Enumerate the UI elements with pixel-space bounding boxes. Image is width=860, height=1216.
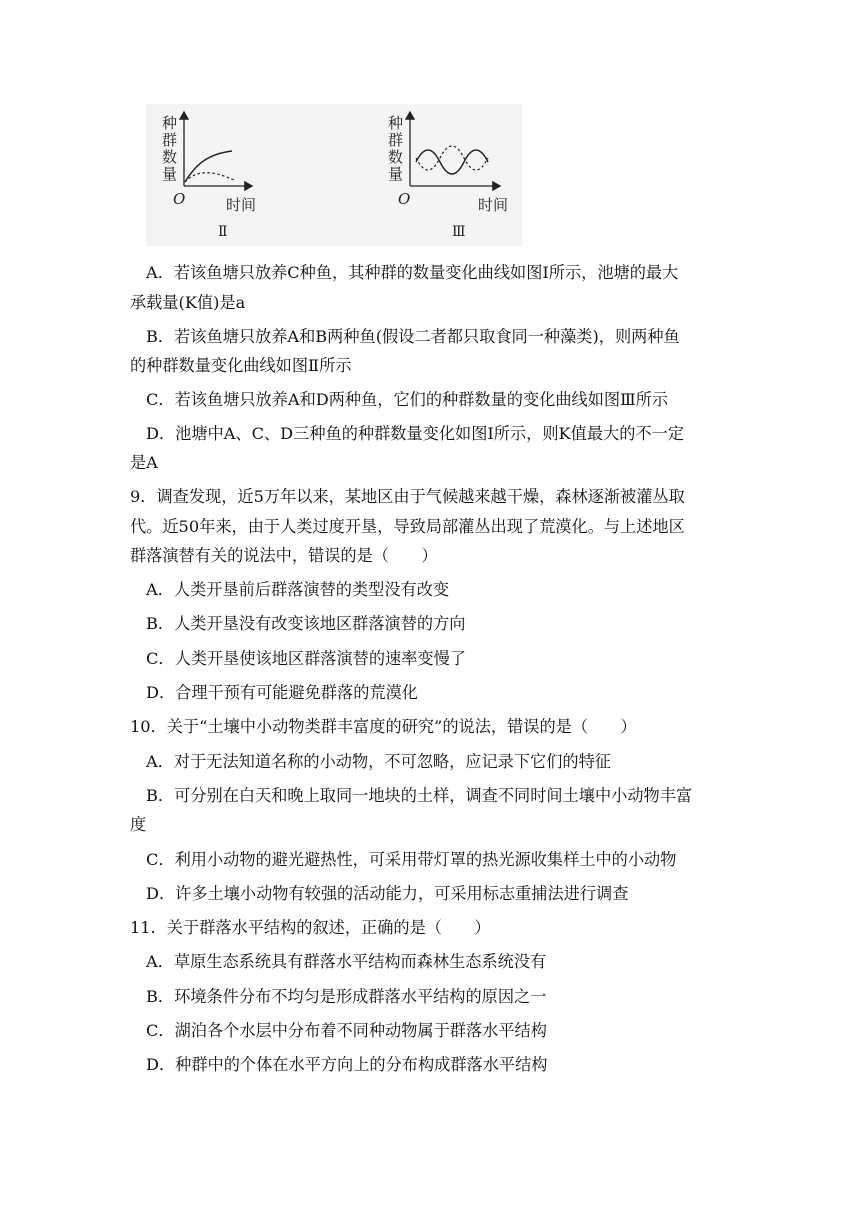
graph3-ylabel-3: 数: [388, 148, 404, 166]
q10-option-d: D．许多土壤小动物有较强的活动能力，可采用标志重捕法进行调查: [146, 884, 629, 903]
q10-option-a: A．对于无法知道名称的小动物，不可忽略，应记录下它们的特征: [146, 752, 611, 771]
graph-3: [372, 104, 522, 246]
q11-option-b: B．环境条件分布不均匀是形成群落水平结构的原因之一: [146, 987, 547, 1006]
q10-option-b-line1: B．可分别在白天和晚上取同一地块的土样，调查不同时间土壤中小动物丰富: [146, 786, 693, 805]
q9-option-c: C．人类开垦使该地区群落演替的速率变慢了: [146, 649, 466, 668]
graph2-solid-curve: [185, 151, 232, 182]
q10-stem: 10．关于“土壤中小动物类群丰富度的研究”的说法，错误的是（ ）: [130, 717, 637, 736]
graph3-ylabel-4: 量: [388, 165, 404, 183]
q11-option-a: A．草原生态系统具有群落水平结构而森林生态系统没有: [146, 952, 547, 971]
q8-option-a-line1: A．若该鱼塘只放养C种鱼，其种群的数量变化曲线如图Ⅰ所示，池塘的最大: [146, 263, 679, 282]
q11-option-c: C．湖泊各个水层中分布着不同种动物属于群落水平结构: [146, 1021, 547, 1040]
graph3-xlabel: 时间: [478, 196, 509, 214]
q8-option-b-line1: B．若该鱼塘只放养A和B两种鱼(假设二者都只取食同一种藻类)，则两种鱼: [146, 327, 680, 346]
graph3-caption: Ⅲ: [452, 224, 466, 240]
q9-stem-line1: 9．调查发现，近5万年以来，某地区由于气候越来越干燥，森林逐渐被灌丛取: [130, 487, 685, 506]
q9-option-d: D．合理干预有可能避免群落的荒漠化: [146, 683, 418, 702]
q9-option-a: A．人类开垦前后群落演替的类型没有改变: [146, 580, 450, 599]
graph-2: [146, 104, 296, 246]
q11-stem: 11．关于群落水平结构的叙述，正确的是（ ）: [130, 918, 491, 937]
q9-stem-line2: 代。近50年来，由于人类过度开垦，导致局部灌丛出现了荒漠化。与上述地区: [130, 517, 685, 536]
graph2-xlabel: 时间: [226, 196, 257, 214]
q8-option-b-line2: 的种群数量变化曲线如图Ⅱ所示: [130, 356, 352, 375]
q9-option-b: B．人类开垦没有改变该地区群落演替的方向: [146, 614, 466, 633]
graph3-origin: O: [398, 190, 411, 208]
graph3-ylabel-2: 群: [388, 131, 404, 149]
graph3-ylabel-1: 种: [388, 114, 404, 132]
q10-option-c: C．利用小动物的避光避热性，可采用带灯罩的热光源收集样土中的小动物: [146, 850, 677, 869]
graph2-ylabel-1: 种: [162, 114, 178, 132]
q9-stem-line3: 群落演替有关的说法中，错误的是（ ）: [130, 546, 438, 565]
q8-option-a-line2: 承载量(K值)是a: [130, 293, 246, 312]
graph2-ylabel-2: 群: [162, 131, 178, 149]
graph2-caption: Ⅱ: [218, 224, 228, 240]
graph2-dashed-curve: [185, 173, 234, 182]
q11-option-d: D．种群中的个体在水平方向上的分布构成群落水平结构: [146, 1055, 548, 1074]
q8-option-c: C．若该鱼塘只放养A和D两种鱼，它们的种群数量的变化曲线如图Ⅲ所示: [146, 390, 669, 409]
graph2-origin: O: [173, 190, 186, 208]
graph2-ylabel-4: 量: [162, 165, 178, 183]
graph2-ylabel-3: 数: [162, 148, 178, 166]
figure-strip: [146, 104, 522, 246]
q8-option-d-line2: 是A: [130, 453, 158, 472]
q10-option-b-line2: 度: [130, 815, 147, 834]
q8-option-d-line1: D．池塘中A、C、D三种鱼的种群数量变化如图Ⅰ所示，则K值最大的不一定: [146, 424, 684, 443]
